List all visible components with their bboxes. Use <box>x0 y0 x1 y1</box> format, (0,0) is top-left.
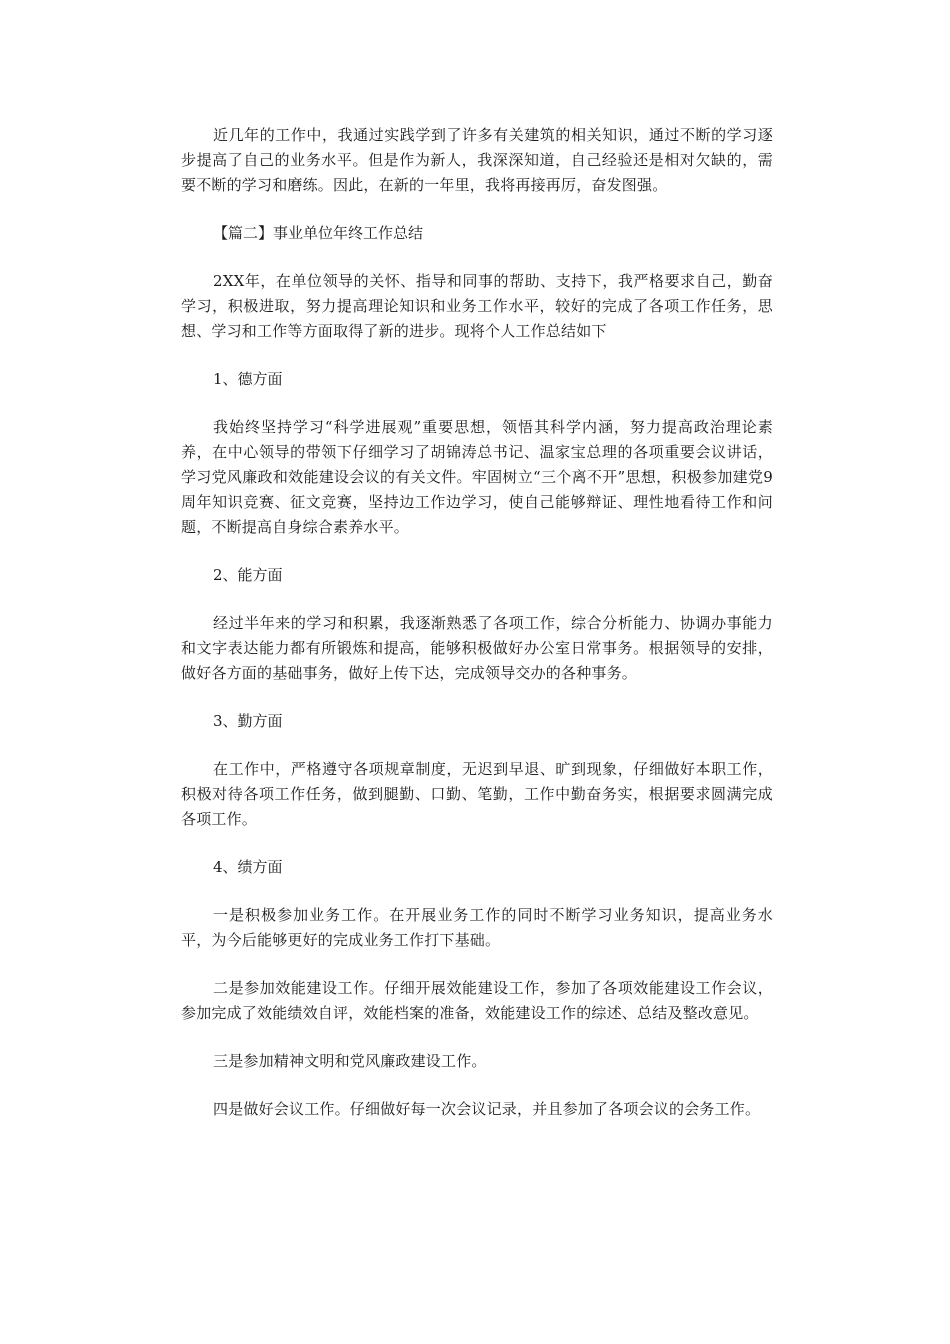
paragraph-performance-three: 三是参加精神文明和党风廉政建设工作。 <box>213 1052 487 1070</box>
paragraph-ability: 经过半年来的学习和积累，我逐渐熟悉了各项工作，综合分析能力、协调办事能力和文字表达能力都有所锻炼和提高，能够积极做好办公室日常事务。根据领导的安排，做好各方面的基础事务，做好上传下达，完成领导交办的各种事务。 <box>181 614 773 682</box>
paragraph-diligence: 在工作中，严格遵守各项规章制度，无迟到早退、旷到现象，仔细做好本职工作，积极对待各项工作任务，做到腿勤、口勤、笔勤，工作中勤奋务实，根据要求圆满完成各项工作。 <box>181 760 773 828</box>
section-heading-part-two: 【篇二】事业单位年终工作总结 <box>213 224 424 242</box>
paragraph-summary-intro: 2XX年，在单位领导的关怀、指导和同事的帮助、支持下，我严格要求自己，勤奋学习，积极进取，努力提高理论知识和业务工作水平，较好的完成了各项工作任务，思想、学习和工作等方面取得了新的进步。现将个人工作总结如下 <box>181 272 773 340</box>
document-body <box>181 123 773 1145</box>
subheading-diligence: 3、勤方面 <box>213 712 283 730</box>
subheading-virtue: 1、德方面 <box>213 370 283 388</box>
subheading-performance: 4、绩方面 <box>213 858 283 876</box>
paragraph-virtue: 我始终坚持学习“科学进展观”重要思想，领悟其科学内涵，努力提高政治理论素养，在中心领导的带领下仔细学习了胡锦涛总书记、温家宝总理的各项重要会议讲话，学习党风廉政和效能建设会议的有关文件。牢固树立“三个离不开”思想，积极参加建党9周年知识竞赛、征文竞赛，坚持边工作边学习，使自己能够辩证、理性地看待工作和问题，不断提高自身综合素养水平。 <box>181 418 773 536</box>
subheading-ability: 2、能方面 <box>213 566 283 584</box>
paragraph-intro-conclusion: 近几年的工作中，我通过实践学到了许多有关建筑的相关知识，通过不断的学习逐步提高了自己的业务水平。但是作为新人，我深深知道，自己经验还是相对欠缺的，需要不断的学习和磨练。因此，在新的一年里，我将再接再厉，奋发图强。 <box>181 126 773 194</box>
paragraph-performance-one: 一是积极参加业务工作。在开展业务工作的同时不断学习业务知识，提高业务水平，为今后能够更好的完成业务工作打下基础。 <box>181 906 773 949</box>
paragraph-performance-four: 四是做好会议工作。仔细做好每一次会议记录，并且参加了各项会议的会务工作。 <box>213 1100 761 1118</box>
paragraph-performance-two: 二是参加效能建设工作。仔细开展效能建设工作，参加了各项效能建设工作会议，参加完成了效能绩效自评，效能档案的准备，效能建设工作的综述、总结及整改意见。 <box>181 979 773 1022</box>
